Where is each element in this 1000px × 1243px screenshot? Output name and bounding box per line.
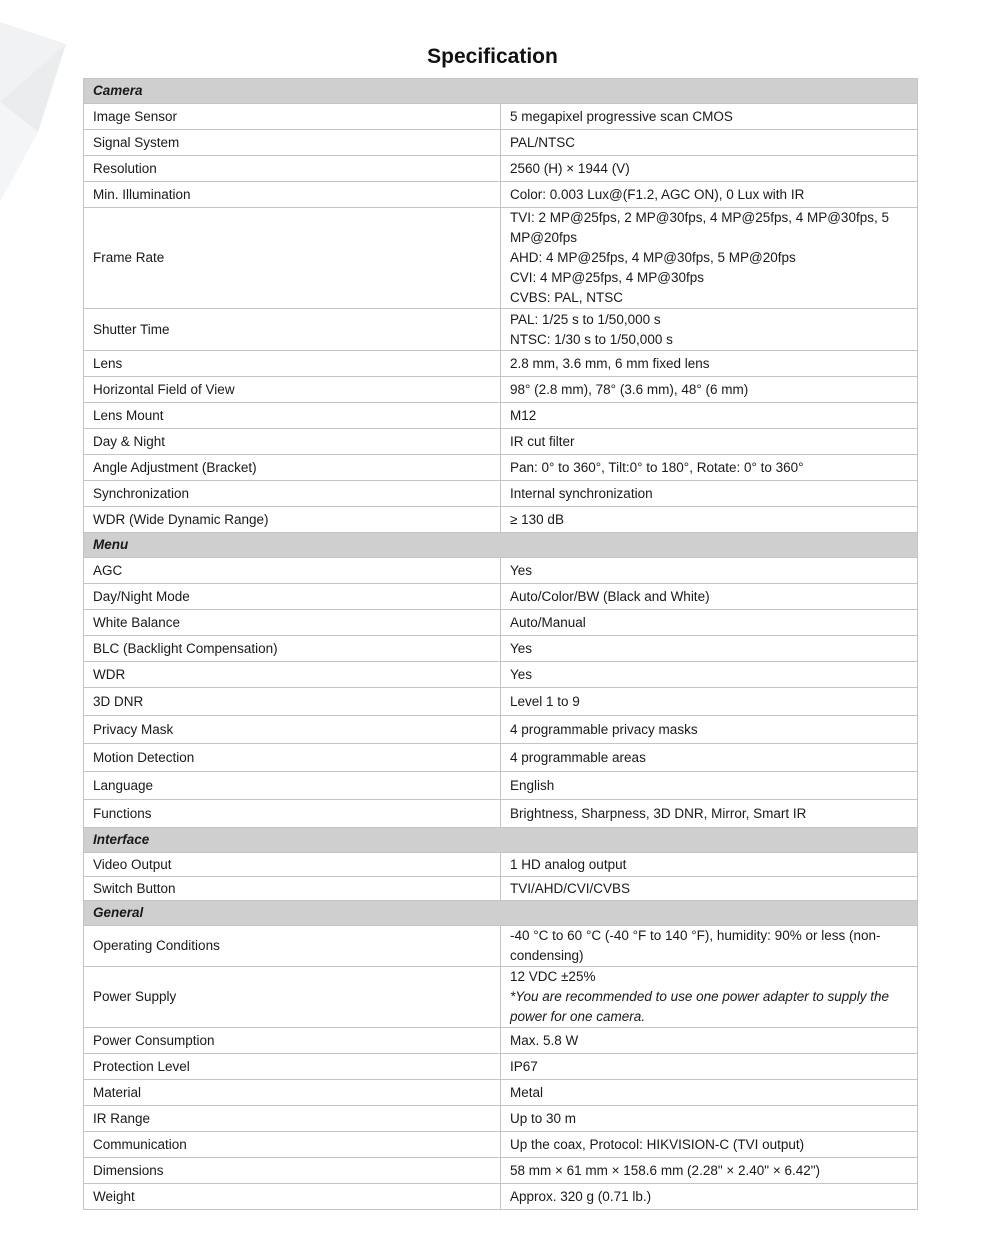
spec-value-line: NTSC: 1/30 s to 1/50,000 s [510,331,673,347]
spec-row [84,104,918,130]
spec-value [501,351,918,377]
spec-label: 3D DNR [84,688,501,716]
spec-value [501,481,918,507]
spec-value-line: IP67 [510,1058,538,1074]
spec-value-line: Approx. 320 g (0.71 lb.) [510,1188,652,1204]
spec-value [501,208,918,309]
spec-label: Dimensions [84,1158,501,1184]
spec-row [84,507,918,533]
spec-value-line: TVI: 2 MP@25fps, 2 MP@30fps, 4 MP@25fps, 4 MP@30fps, 5 MP@20fps [510,210,889,245]
spec-row [84,584,918,610]
spec-label: Power Supply [84,967,501,1028]
spec-value [501,772,918,800]
spec-row [84,130,918,156]
spec-value [501,926,918,967]
spec-label: Shutter Time [84,309,501,351]
spec-value [501,1106,918,1132]
spec-value [501,584,918,610]
spec-label: Day/Night Mode [84,584,501,610]
spec-row [84,377,918,403]
spec-label: Functions [84,800,501,828]
spec-row [84,309,918,351]
spec-value-line: Internal synchronization [510,485,653,501]
spec-label: Material [84,1080,501,1106]
spec-row [84,156,918,182]
spec-label: Privacy Mask [84,716,501,744]
spec-value-line: English [510,777,555,793]
spec-value [501,636,918,662]
spec-value-line: 12 VDC ±25% [510,969,596,984]
spec-value-line: Level 1 to 9 [510,693,580,709]
spec-row [84,716,918,744]
spec-value-line: CVBS: PAL, NTSC [510,290,624,305]
spec-value [501,429,918,455]
spec-value [501,688,918,716]
spec-value-line: Color: 0.003 Lux@(F1.2, AGC ON), 0 Lux with IR [510,186,805,202]
spec-label: Signal System [84,130,501,156]
spec-row [84,558,918,584]
spec-label: Weight [84,1184,501,1210]
spec-row [84,1184,918,1210]
spec-value-line: CVI: 4 MP@25fps, 4 MP@30fps [510,270,704,285]
spec-row [84,455,918,481]
spec-row [84,967,918,1028]
spec-value [501,1184,918,1210]
spec-row [84,926,918,967]
spec-label: Lens [84,351,501,377]
spec-label: Language [84,772,501,800]
section-header [84,533,918,558]
spec-value-line: 4 programmable areas [510,749,646,765]
spec-label: WDR [84,662,501,688]
spec-label: Power Consumption [84,1028,501,1054]
spec-value-line: 5 megapixel progressive scan CMOS [510,108,733,124]
spec-value-line: 98° (2.8 mm), 78° (3.6 mm), 48° (6 mm) [510,381,749,397]
spec-value [501,1132,918,1158]
spec-row [84,1132,918,1158]
spec-value [501,507,918,533]
section-title: Menu [84,533,918,558]
spec-value [501,1080,918,1106]
section-header [84,828,918,853]
spec-label: Motion Detection [84,744,501,772]
spec-value [501,558,918,584]
spec-row [84,877,918,901]
spec-value [501,744,918,772]
spec-label: Synchronization [84,481,501,507]
spec-value [501,716,918,744]
spec-label: Horizontal Field of View [84,377,501,403]
spec-value-line: Max. 5.8 W [510,1032,579,1048]
spec-label: Resolution [84,156,501,182]
spec-label: WDR (Wide Dynamic Range) [84,507,501,533]
spec-value [501,1054,918,1080]
spec-row [84,481,918,507]
spec-label: Lens Mount [84,403,501,429]
spec-label: White Balance [84,610,501,636]
spec-value [501,662,918,688]
spec-value-line: 58 mm × 61 mm × 158.6 mm (2.28" × 2.40" × 6.42") [510,1162,821,1178]
spec-value-line: Up the coax, Protocol: HIKVISION-C (TVI output) [510,1136,805,1152]
spec-row [84,853,918,877]
spec-label: IR Range [84,1106,501,1132]
spec-row [84,744,918,772]
spec-value [501,403,918,429]
spec-value [501,967,918,1028]
spec-label: Video Output [84,853,501,877]
spec-row [84,800,918,828]
spec-value-line: PAL: 1/25 s to 1/50,000 s [510,311,661,327]
spec-value-line: 4 programmable privacy masks [510,721,698,737]
spec-row [84,610,918,636]
spec-row [84,688,918,716]
spec-row [84,351,918,377]
spec-value [501,309,918,351]
spec-row [84,772,918,800]
spec-label: Angle Adjustment (Bracket) [84,455,501,481]
spec-value [501,877,918,901]
spec-value-line: Brightness, Sharpness, 3D DNR, Mirror, Smart IR [510,805,807,821]
spec-row [84,429,918,455]
spec-value-line: Up to 30 m [510,1110,577,1126]
spec-row [84,1158,918,1184]
spec-label: Image Sensor [84,104,501,130]
spec-row [84,1054,918,1080]
spec-value [501,182,918,208]
spec-value-line: Pan: 0° to 360°, Tilt:0° to 180°, Rotate: 0° to 360° [510,459,804,475]
section-header [84,901,918,926]
spec-label: BLC (Backlight Compensation) [84,636,501,662]
spec-value-line: ≥ 130 dB [510,511,564,527]
spec-value-line: Auto/Manual [510,614,586,630]
spec-value-line: AHD: 4 MP@25fps, 4 MP@30fps, 5 MP@20fps [510,250,796,265]
spec-value [501,455,918,481]
spec-value [501,156,918,182]
spec-row [84,208,918,309]
spec-row [84,1028,918,1054]
spec-value-line: Metal [510,1084,544,1100]
section-title: General [84,901,918,926]
spec-value [501,1028,918,1054]
spec-value [501,1158,918,1184]
spec-label: Operating Conditions [84,926,501,967]
spec-value [501,800,918,828]
spec-note: *You are recommended to use one power adapter to supply the power for one camera. [510,989,889,1024]
spec-row [84,662,918,688]
spec-value-line: TVI/AHD/CVI/CVBS [510,880,631,896]
spec-value [501,104,918,130]
spec-row [84,636,918,662]
spec-value [501,130,918,156]
spec-label: AGC [84,558,501,584]
spec-value-line: -40 °C to 60 °C (-40 °F to 140 °F), humidity: 90% or less (non-condensing) [510,928,881,963]
spec-row [84,1106,918,1132]
spec-label: Day & Night [84,429,501,455]
spec-value-line: M12 [510,407,537,423]
spec-value-line: PAL/NTSC [510,134,576,150]
page-title: Specification [427,45,558,68]
spec-value-line: Yes [510,666,533,682]
spec-table [83,78,918,1210]
spec-value-line: Yes [510,640,533,656]
section-title: Camera [84,79,918,104]
spec-value-line: 1 HD analog output [510,856,627,872]
spec-row [84,182,918,208]
spec-value-line: 2.8 mm, 3.6 mm, 6 mm fixed lens [510,355,710,371]
spec-value-line: IR cut filter [510,433,575,449]
spec-value [501,610,918,636]
spec-value-line: 2560 (H) × 1944 (V) [510,160,630,176]
spec-label: Protection Level [84,1054,501,1080]
spec-row [84,1080,918,1106]
spec-label: Frame Rate [84,208,501,309]
spec-label: Communication [84,1132,501,1158]
spec-value-line: Auto/Color/BW (Black and White) [510,588,710,604]
spec-value [501,377,918,403]
spec-row [84,403,918,429]
spec-label: Switch Button [84,877,501,901]
section-header [84,79,918,104]
spec-label: Min. Illumination [84,182,501,208]
spec-value [501,853,918,877]
section-title: Interface [84,828,918,853]
spec-value-line: Yes [510,562,533,578]
